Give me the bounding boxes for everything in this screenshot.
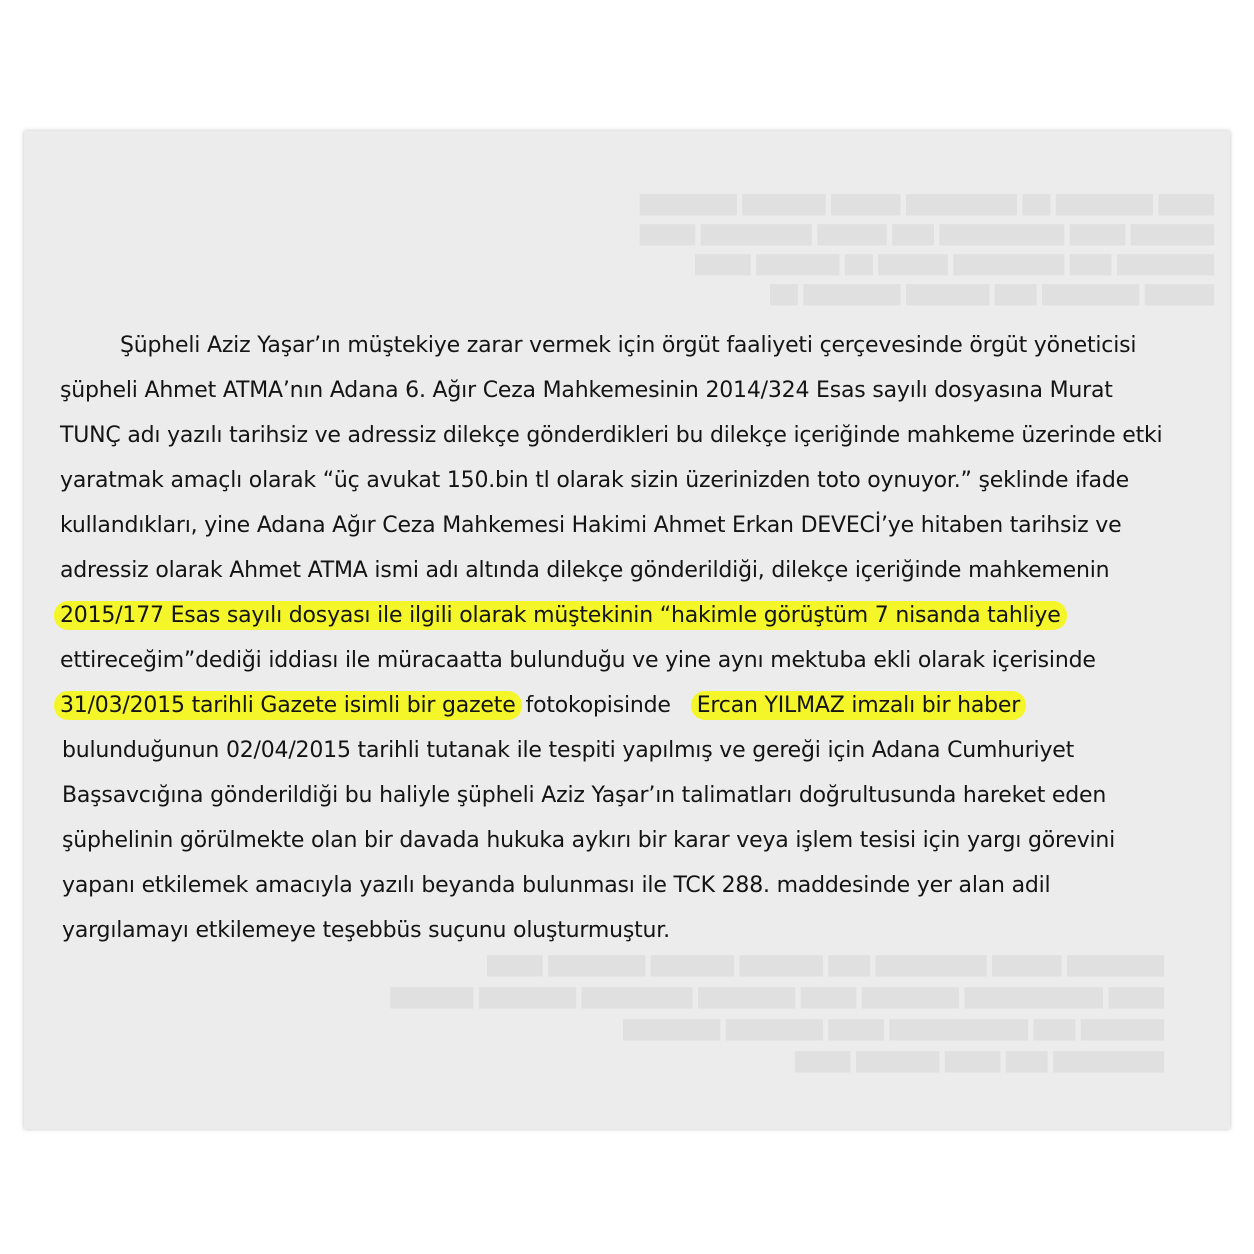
text-line-10: bulunduğunun 02/04/2015 tarihli tutanak ile tespiti yapılmış ve gereği için Adana Cumhuriyet [62,738,1075,763]
text-line-14: yargılamayı etkilemeye teşebbüs suçunu oluşturmuştur. [62,918,670,943]
highlighted-text: Ercan YILMAZ imzalı bir haber [691,691,1026,720]
text-line-5: kullandıkları, yine Adana Ağır Ceza Mahkemesi Hakimi Ahmet Erkan DEVECİ’ye hitaben tarihsiz ve [60,513,1122,538]
text-line-8: ettireceğim”dediği iddiası ile müracaatta bulunduğu ve yine aynı mektuba ekli olarak içerisinde [60,648,1096,673]
highlighted-text: 31/03/2015 tarihli Gazete isimli bir gazete [54,691,522,720]
text-line-12: şüphelinin görülmekte olan bir davada hukuka aykırı bir karar veya işlem tesisi için yargı görevini [62,828,1116,853]
text-line-6: adressiz olarak Ahmet ATMA ismi adı altında dilekçe gönderildiği, dilekçe içeriğinde mahkemenin [60,558,1110,583]
text-line-9 [60,683,1020,729]
text-line-2: şüpheli Ahmet ATMA’nın Adana 6. Ağır Ceza Mahkemesinin 2014/324 Esas sayılı dosyasına Murat [60,378,1113,403]
text-line-3: TUNÇ adı yazılı tarihsiz ve adressiz dilekçe gönderdikleri bu dilekçe içeriğinde mahkeme üzerinde etki [60,423,1163,448]
highlighted-text: 2015/177 Esas sayılı dosyası ile ilgili olarak müştekinin “hakimle görüştüm 7 nisanda tahliye [54,601,1067,630]
document-body [24,131,1230,1129]
text-line-13: yapanı etkilemek amacıyla yazılı beyanda bulunması ile TCK 288. maddesinde yer alan adil [62,873,1051,898]
text-line-4: yaratmak amaçlı olarak “üç avukat 150.bin tl olarak sizin üzerinizden toto oynuyor.” şeklinde ifade [60,468,1129,493]
document-page [24,131,1230,1129]
text-line-1: Şüpheli Aziz Yaşar’ın müştekiye zarar vermek için örgüt faaliyeti çerçevesinde örgüt yöneticisi [120,333,1137,358]
text-line-11: Başsavcığına gönderildiği bu haliyle şüpheli Aziz Yaşar’ın talimatları doğrultusunda hareket eden [62,783,1107,808]
text-line-7-highlighted [60,593,1061,639]
plain-text: fotokopisinde [525,693,671,718]
